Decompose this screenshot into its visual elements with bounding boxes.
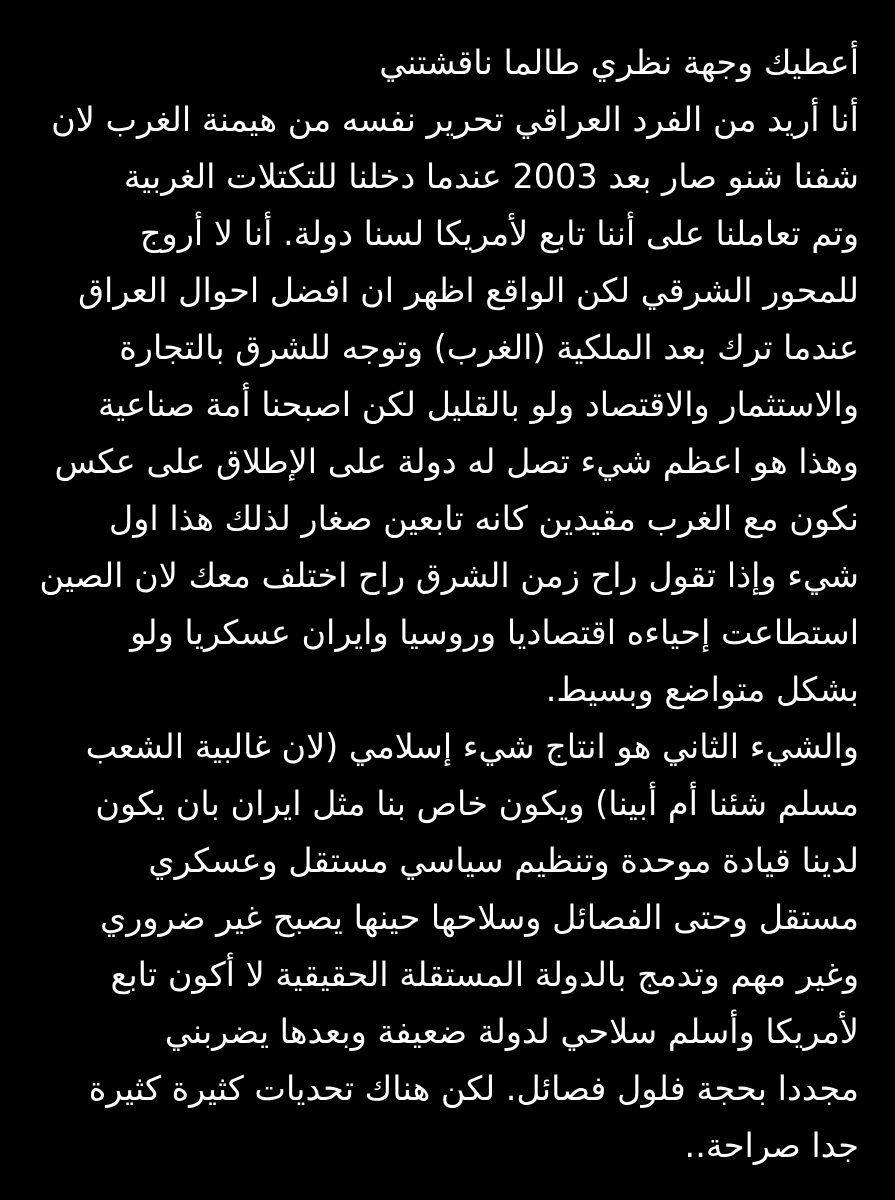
note-line: والاستثمار والاقتصاد ولو بالقليل لكن اصبحنا أمة صناعية: [97, 385, 859, 424]
note-line: مجددا بحجة فلول فصائل. لكن هناك تحديات كثيرة كثيرة: [88, 1069, 859, 1108]
note-line: لأمريكا وأسلم سلاحي لدولة ضعيفة وبعدها يضربني: [164, 1012, 859, 1051]
note-line: بشكل متواضع وبسيط.: [545, 670, 859, 709]
note-line: للمحور الشرقي لكن الواقع اظهر ان افضل احوال العراق: [78, 271, 859, 310]
note-line: جدا صراحة..: [684, 1126, 859, 1165]
note-line: والشيء الثاني هو انتاج شيء إسلامي (لان غالبية الشعب: [85, 727, 859, 766]
note-line: وغير مهم وتدمج بالدولة المستقلة الحقيقية لا أكون تابع: [110, 955, 859, 994]
note-line: وتم تعاملنا على أننا تابع لأمريكا لسنا دولة. أنا لا أروج: [139, 214, 859, 253]
note-line: شيء وإذا تقول راح زمن الشرق راح اختلف معك لان الصين: [39, 556, 859, 595]
note-line: أعطيك وجهة نظري طالما ناقشتني: [379, 43, 859, 82]
note-line: شفنا شنو صار بعد 2003 عندما دخلنا للتكتلات الغربية: [123, 157, 859, 196]
note-line: استطاعت إحياءه اقتصاديا وروسيا وايران عسكريا ولو: [130, 613, 859, 652]
note-line: لدينا قيادة موحدة وتنظيم سياسي مستقل وعسكري: [148, 841, 859, 880]
note-text-block: [20, 34, 859, 1174]
note-line: أنا أريد من الفرد العراقي تحرير نفسه من هيمنة الغرب لان: [51, 100, 859, 139]
note-line: نكون مع الغرب مقيدين كانه تابعين صغار لذلك هذا اول: [108, 499, 859, 538]
note-line: مستقل وحتى الفصائل وسلاحها حينها يصبح غير ضروري: [99, 898, 859, 937]
note-line: عندما ترك بعد الملكية (الغرب) وتوجه للشرق بالتجارة: [119, 328, 859, 367]
note-line: وهذا هو اعظم شيء تصل له دولة على الإطلاق على عكس: [54, 442, 859, 481]
note-line: مسلم شئنا أم أبينا) ويكون خاص بنا مثل ايران بان يكون: [95, 784, 859, 823]
